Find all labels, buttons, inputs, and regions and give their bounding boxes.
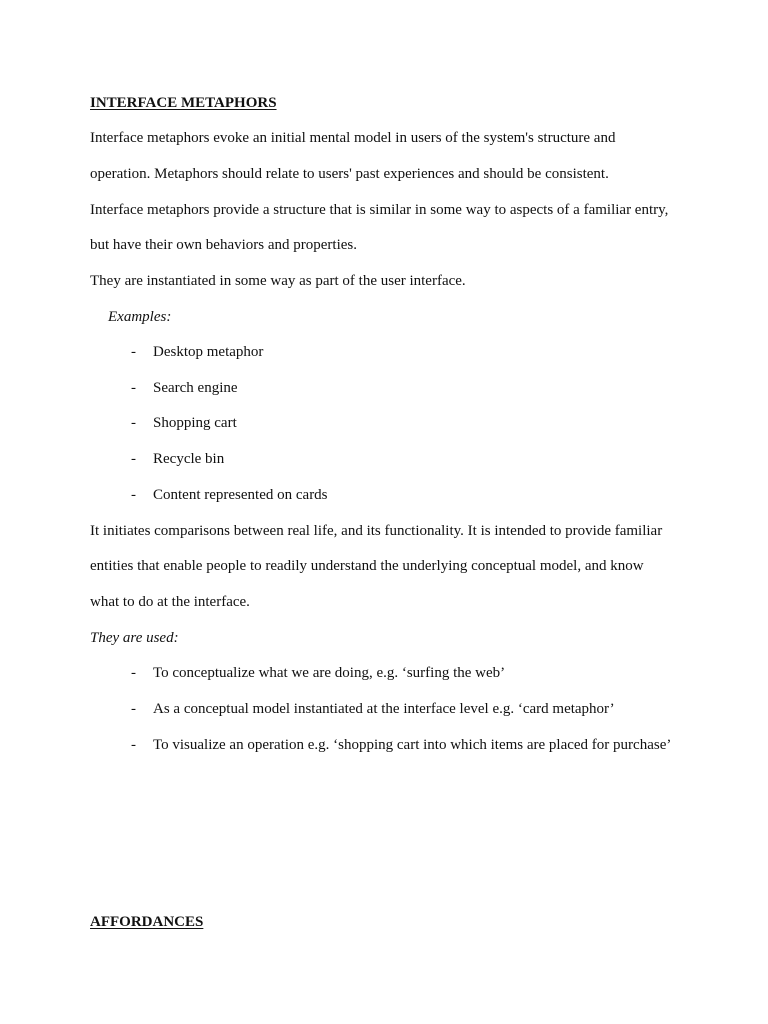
list-item-text: Content represented on cards [153, 487, 328, 503]
uses-label: They are used: [90, 630, 179, 646]
list-item-text: Recycle bin [153, 451, 225, 467]
section-heading-interface-metaphors: INTERFACE METAPHORS [90, 95, 277, 111]
paragraph-line: They are instantiated in some way as part of the user interface. [90, 273, 466, 289]
bullet-dash: - [131, 344, 136, 360]
section-heading-affordances: AFFORDANCES [90, 914, 204, 930]
bullet-dash: - [131, 487, 136, 503]
list-item-text: Shopping cart [153, 415, 237, 431]
bullet-dash: - [131, 380, 136, 396]
list-item-text: As a conceptual model instantiated at the interface level e.g. ‘card metaphor’ [153, 701, 615, 717]
paragraph-line: Interface metaphors evoke an initial mental model in users of the system's structure and [90, 130, 616, 146]
list-item-text: Search engine [153, 380, 238, 396]
examples-label: Examples: [108, 309, 172, 325]
bullet-dash: - [131, 451, 136, 467]
paragraph-line: It initiates comparisons between real life, and its functionality. It is intended to provide familiar [90, 523, 663, 539]
paragraph-line: operation. Metaphors should relate to users' past experiences and should be consistent. [90, 166, 609, 182]
paragraph-line: but have their own behaviors and properties. [90, 237, 358, 253]
bullet-dash: - [131, 737, 136, 753]
bullet-dash: - [131, 415, 136, 431]
list-item-text: To visualize an operation e.g. ‘shopping cart into which items are placed for purchase’ [153, 737, 672, 753]
list-item-text: To conceptualize what we are doing, e.g. ‘surfing the web’ [153, 665, 506, 681]
bullet-dash: - [131, 701, 136, 717]
paragraph-line: entities that enable people to readily understand the underlying conceptual model, and know [90, 558, 644, 574]
bullet-dash: - [131, 665, 136, 681]
list-item-text: Desktop metaphor [153, 344, 264, 360]
paragraph-line: Interface metaphors provide a structure that is similar in some way to aspects of a familiar entry, [90, 202, 669, 218]
paragraph-line: what to do at the interface. [90, 594, 250, 610]
